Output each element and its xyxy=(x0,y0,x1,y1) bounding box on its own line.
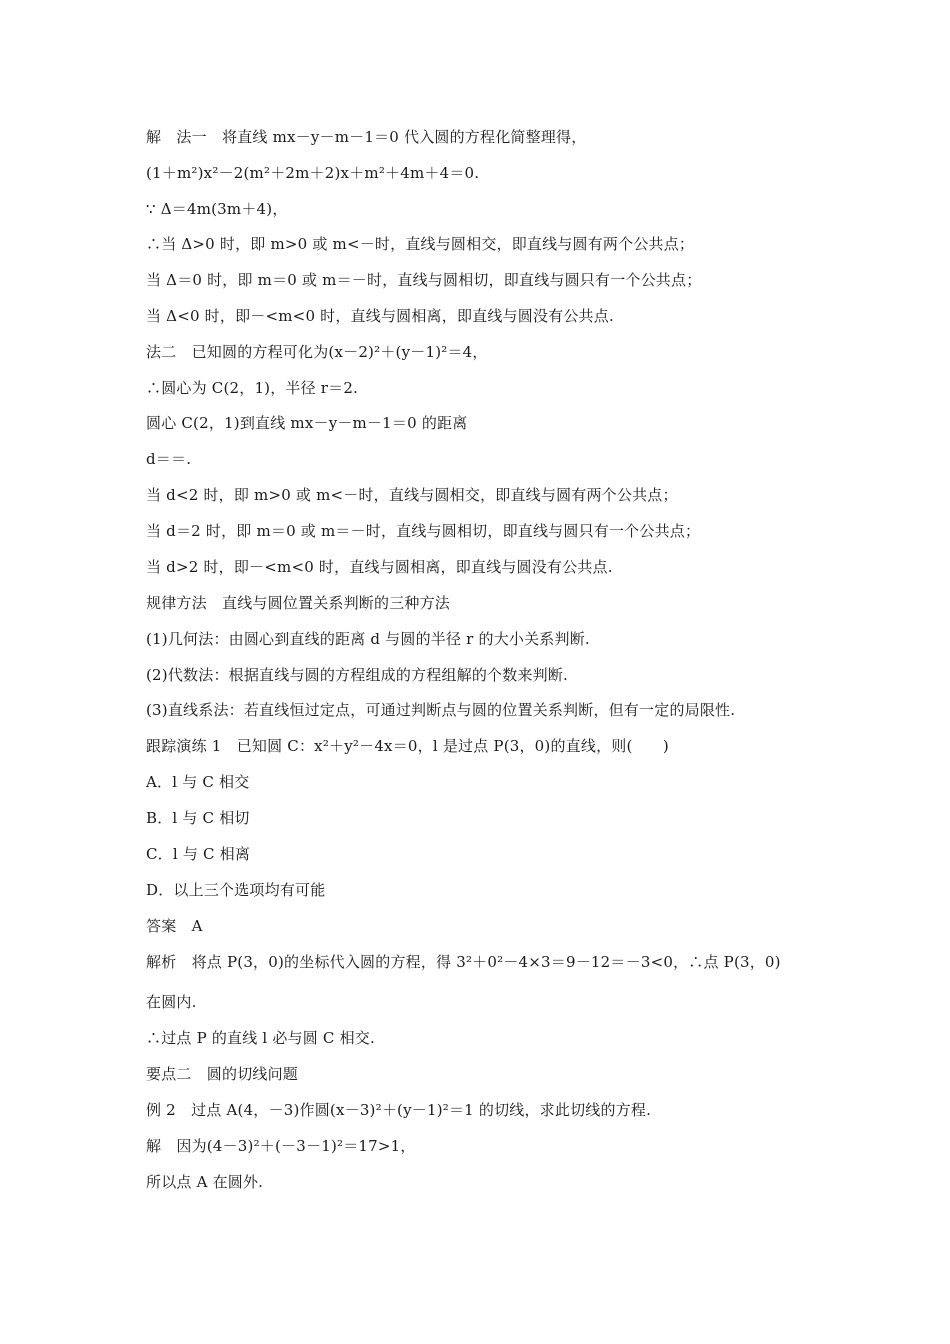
text-line: 解 因为(4－3)²＋(－3－1)²＝17>1， xyxy=(146,1137,416,1155)
text-line: ∴过点 P 的直线 l 必与圆 C 相交. xyxy=(146,1029,375,1047)
option-c: C．l 与 C 相离 xyxy=(146,845,251,863)
answer-line: 答案 A xyxy=(146,917,203,935)
text-line: 圆心 C(2，1)到直线 mx－y－m－1＝0 的距离 xyxy=(146,414,468,432)
text-line: 在圆内. xyxy=(146,993,197,1011)
text-line: 解 法一 将直线 mx－y－m－1＝0 代入圆的方程化简整理得， xyxy=(146,128,587,146)
text-line: 法二 已知圆的方程可化为(x－2)²＋(y－1)²＝4， xyxy=(146,343,488,361)
text-line: (1＋m²)x²－2(m²＋2m＋2)x＋m²＋4m＋4＝0. xyxy=(146,164,480,182)
text-line: 当 d>2 时，即－<m<0 时，直线与圆相离，即直线与圆没有公共点. xyxy=(146,558,613,576)
exercise-question: 跟踪演练 1 已知圆 C：x²＋y²－4x＝0，l 是过点 P(3，0)的直线，则( ) xyxy=(146,737,669,755)
example-question: 例 2 过点 A(4，－3)作圆(x－3)²＋(y－1)²＝1 的切线，求此切线的方程. xyxy=(146,1101,652,1119)
text-line: 所以点 A 在圆外. xyxy=(146,1173,264,1191)
text-line: 当 Δ<0 时，即－<m<0 时，直线与圆相离，即直线与圆没有公共点. xyxy=(146,307,614,325)
text-line: 当 d<2 时，即 m>0 或 m<－时，直线与圆相交，即直线与圆有两个公共点； xyxy=(146,486,678,504)
text-line: 当 d＝2 时，即 m＝0 或 m＝－时，直线与圆相切，即直线与圆只有一个公共点； xyxy=(146,522,701,540)
option-d: D．以上三个选项均有可能 xyxy=(146,881,326,899)
section-heading: 规律方法 直线与圆位置关系判断的三种方法 xyxy=(146,594,451,612)
text-line: ∴当 Δ>0 时，即 m>0 或 m<－时，直线与圆相交，即直线与圆有两个公共点； xyxy=(146,235,695,253)
analysis-line: 解析 将点 P(3，0)的坐标代入圆的方程，得 3²＋0²－4×3＝9－12＝－3<0，∴点 P(3，0) xyxy=(146,953,781,971)
text-line: d＝＝. xyxy=(146,450,192,468)
text-line: 当 Δ＝0 时，即 m＝0 或 m＝－时，直线与圆相切，即直线与圆只有一个公共点； xyxy=(146,271,702,289)
text-line: (2)代数法：根据直线与圆的方程组成的方程组解的个数来判断. xyxy=(146,666,569,684)
section-heading: 要点二 圆的切线问题 xyxy=(146,1065,299,1083)
text-line: (1)几何法：由圆心到直线的距离 d 与圆的半径 r 的大小关系判断. xyxy=(146,630,590,648)
text-line: (3)直线系法：若直线恒过定点，可通过判断点与圆的位置关系判断，但有一定的局限性. xyxy=(146,701,736,719)
text-line: ∵ Δ＝4m(3m＋4)， xyxy=(146,200,288,218)
option-a: A．l 与 C 相交 xyxy=(146,773,250,791)
option-b: B．l 与 C 相切 xyxy=(146,809,250,827)
text-line: ∴圆心为 C(2，1)，半径 r＝2. xyxy=(146,379,359,397)
